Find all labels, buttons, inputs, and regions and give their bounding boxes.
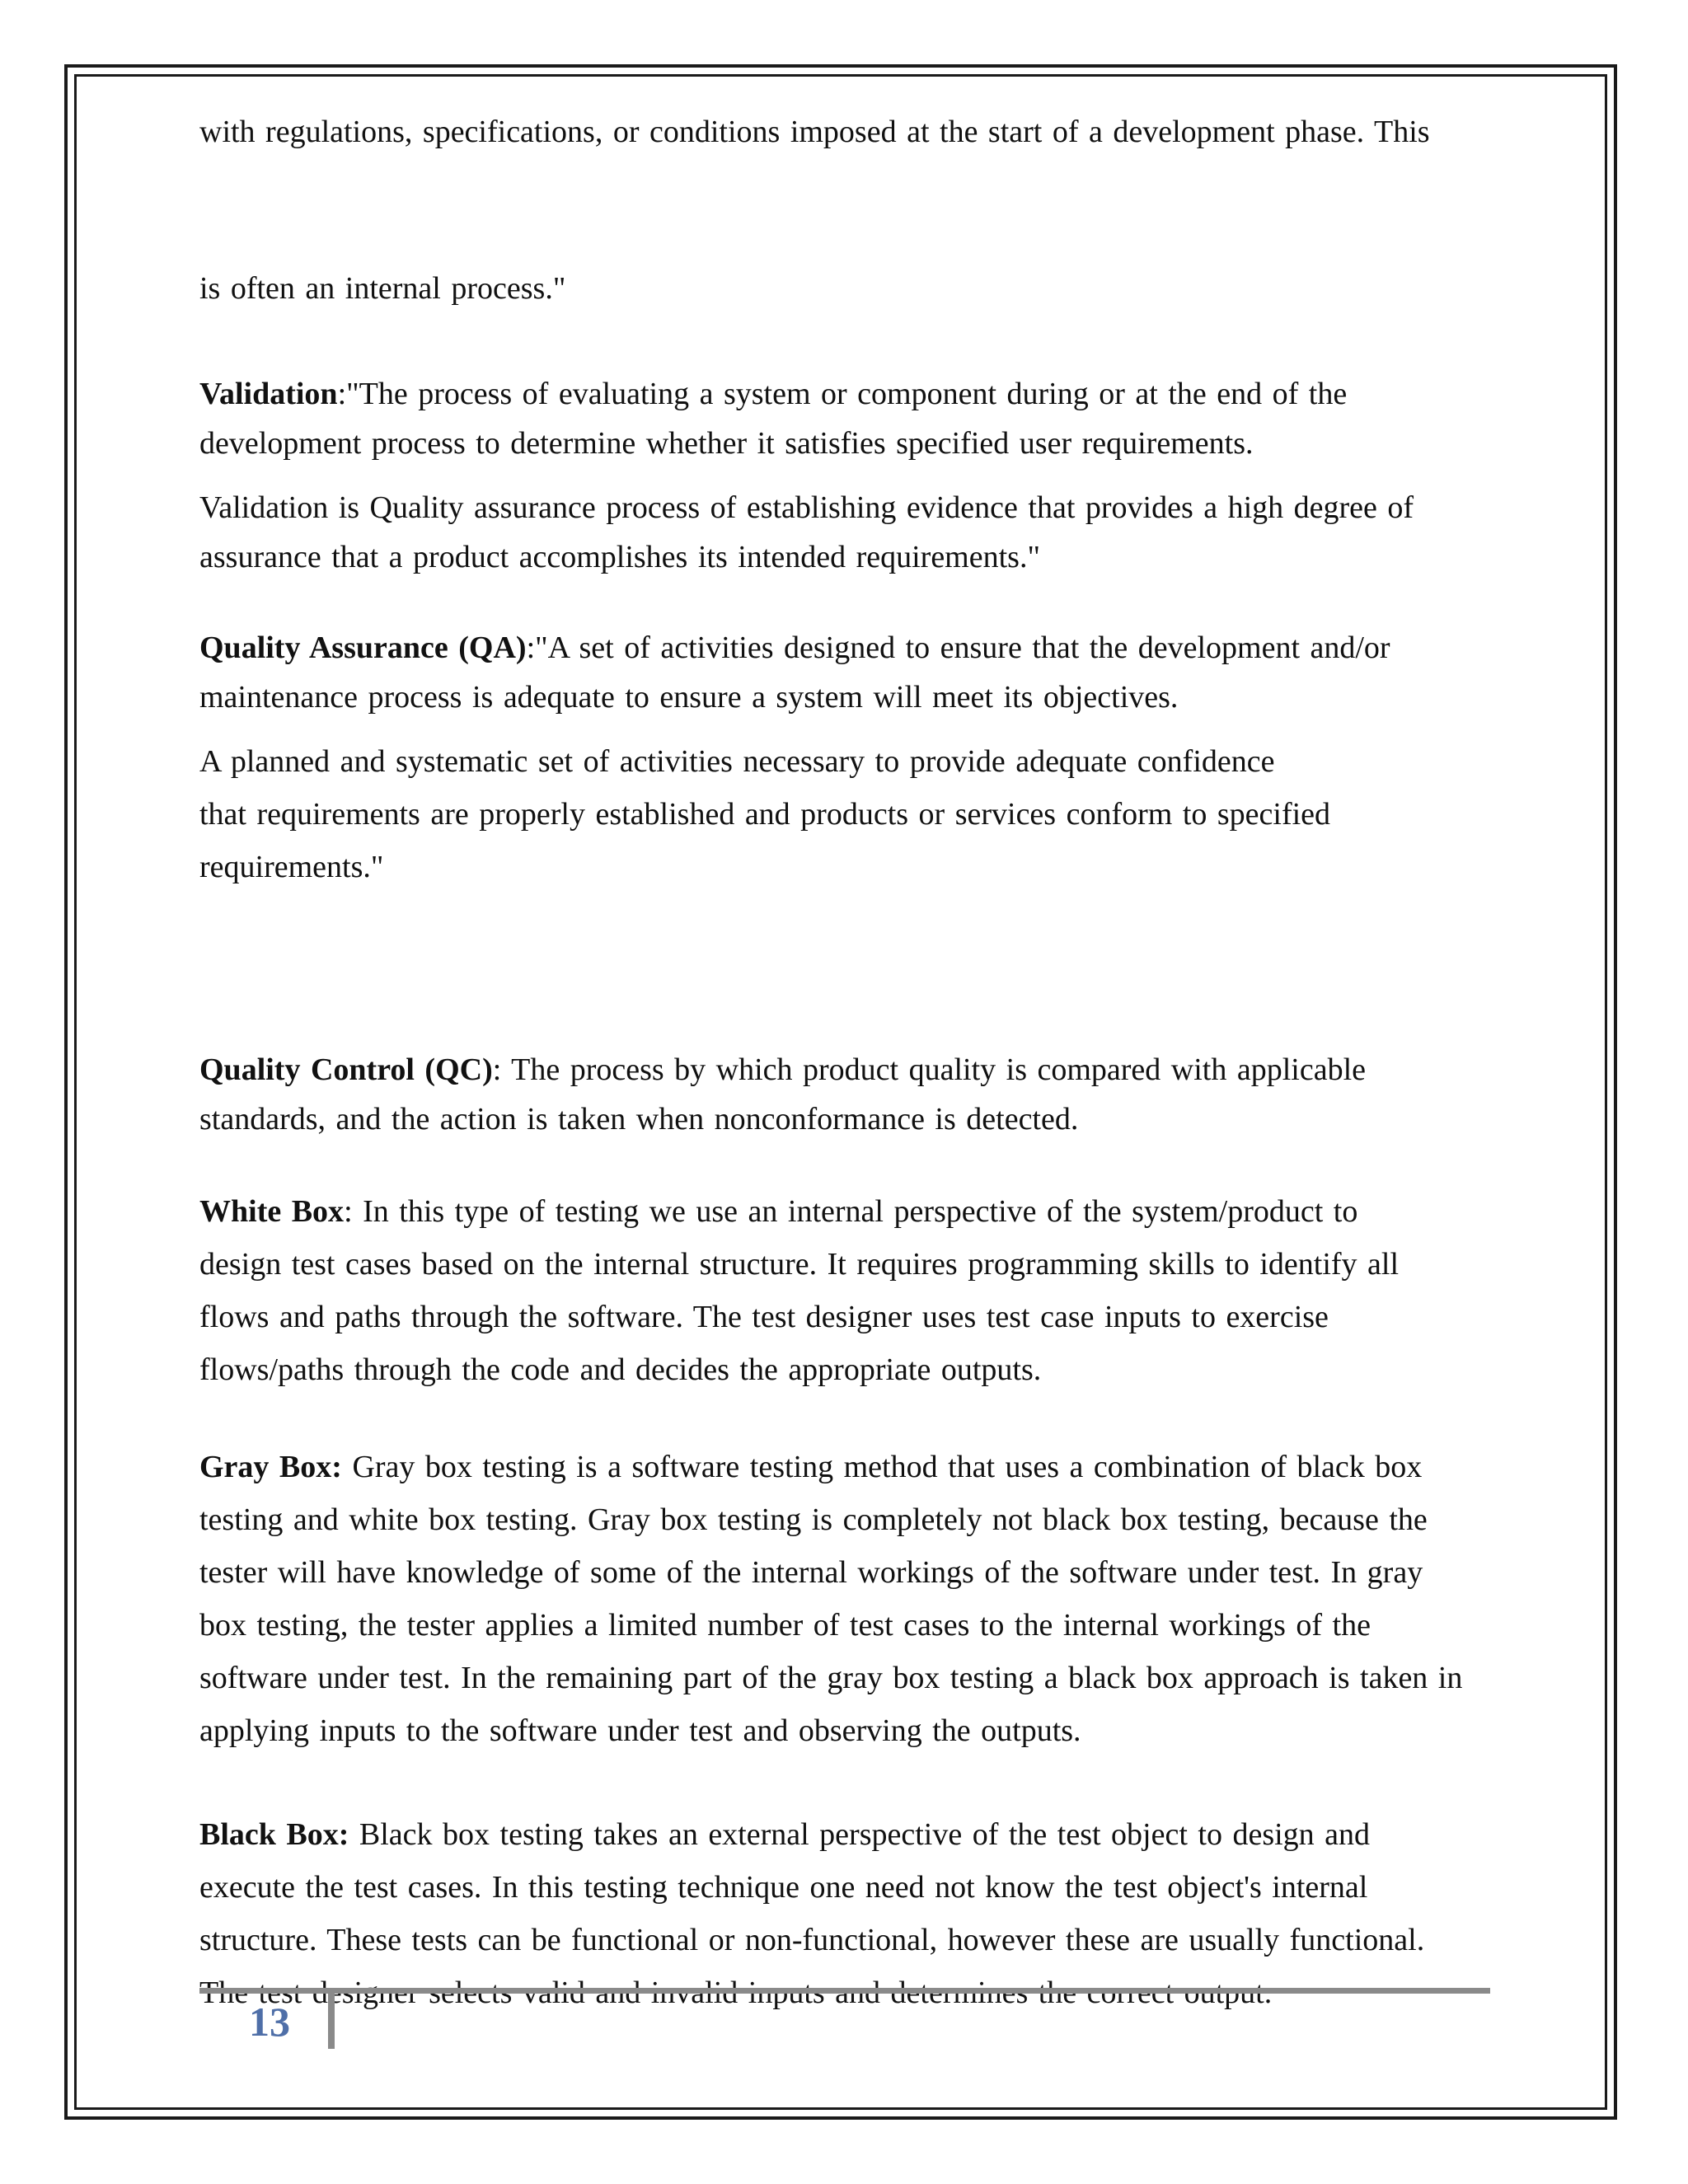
black-box-line-2: execute the test cases. In this testing technique one need not know the test object's internal bbox=[199, 1870, 1368, 1905]
qc-line-1: : The process by which product quality is compared with applicable bbox=[492, 1052, 1366, 1087]
intro-line-1: with regulations, specifications, or conditions imposed at the start of a development phase. This bbox=[199, 115, 1430, 149]
qa-line-5: requirements." bbox=[199, 850, 384, 884]
gray-box-line-2: testing and white box testing. Gray box testing is completely not black box testing, because the bbox=[199, 1502, 1428, 1537]
qa-line-3: A planned and systematic set of activities necessary to provide adequate confidence bbox=[199, 744, 1275, 779]
gray-box-line-6: applying inputs to the software under test and observing the outputs. bbox=[199, 1713, 1081, 1748]
page-number-divider bbox=[328, 1993, 335, 2049]
gray-box-term: Gray Box: bbox=[199, 1450, 342, 1484]
validation-line-3: Validation is Quality assurance process of establishing evidence that provides a high degree of bbox=[199, 490, 1414, 525]
white-box-term: White Box bbox=[199, 1194, 345, 1229]
gray-box-line-3: tester will have knowledge of some of the internal workings of the software under test. In gray bbox=[199, 1555, 1423, 1590]
qa-paragraph bbox=[199, 621, 1485, 893]
qc-term: Quality Control (QC) bbox=[199, 1052, 493, 1087]
validation-line-4: assurance that a product accomplishes its intended requirements." bbox=[199, 540, 1040, 574]
gray-box-line-4: box testing, the tester applies a limited number of test cases to the internal workings of the bbox=[199, 1608, 1371, 1643]
page-number: 13 bbox=[249, 1999, 290, 2045]
qa-term: Quality Assurance (QA) bbox=[199, 630, 527, 665]
gray-box-line-1: Gray box testing is a software testing method that uses a combination of black box bbox=[341, 1450, 1423, 1484]
validation-term: Validation bbox=[199, 377, 338, 411]
black-box-term: Black Box: bbox=[199, 1817, 349, 1852]
gray-box-line-5: software under test. In the remaining part of the gray box testing a black box approach is taken in bbox=[199, 1661, 1463, 1695]
qc-line-2: standards, and the action is taken when nonconformance is detected. bbox=[199, 1102, 1079, 1137]
black-box-line-1: Black box testing takes an external perspective of the test object to design and bbox=[349, 1817, 1371, 1852]
intro-line-2: is often an internal process." bbox=[199, 271, 566, 306]
validation-line-2: development process to determine whether it satisfies specified user requirements. bbox=[199, 426, 1254, 461]
validation-line-1: :"The process of evaluating a system or component during or at the end of the bbox=[337, 377, 1348, 411]
validation-paragraph bbox=[199, 368, 1485, 583]
white-box-line-3: flows and paths through the software. The test designer uses test case inputs to exercise bbox=[199, 1300, 1329, 1334]
white-box-paragraph bbox=[199, 1185, 1485, 1396]
qa-line-2: maintenance process is adequate to ensure a system will meet its objectives. bbox=[199, 680, 1179, 715]
qa-line-4: that requirements are properly established and products or services conform to specified bbox=[199, 797, 1331, 832]
white-box-line-4: flows/paths through the code and decides the appropriate outputs. bbox=[199, 1352, 1042, 1387]
black-box-line-3: structure. These tests can be functional or non-functional, however these are usually functional. bbox=[199, 1923, 1425, 1957]
white-box-line-2: design test cases based on the internal structure. It requires programming skills to identify all bbox=[199, 1247, 1400, 1282]
qc-paragraph bbox=[199, 1043, 1485, 1146]
intro-paragraph bbox=[199, 105, 1485, 315]
qa-line-1: :"A set of activities designed to ensure that the development and/or bbox=[526, 630, 1390, 665]
footer-rule bbox=[199, 1988, 1490, 1994]
white-box-line-1: : In this type of testing we use an internal perspective of the system/product to bbox=[344, 1194, 1358, 1229]
gray-box-paragraph bbox=[199, 1441, 1485, 1757]
